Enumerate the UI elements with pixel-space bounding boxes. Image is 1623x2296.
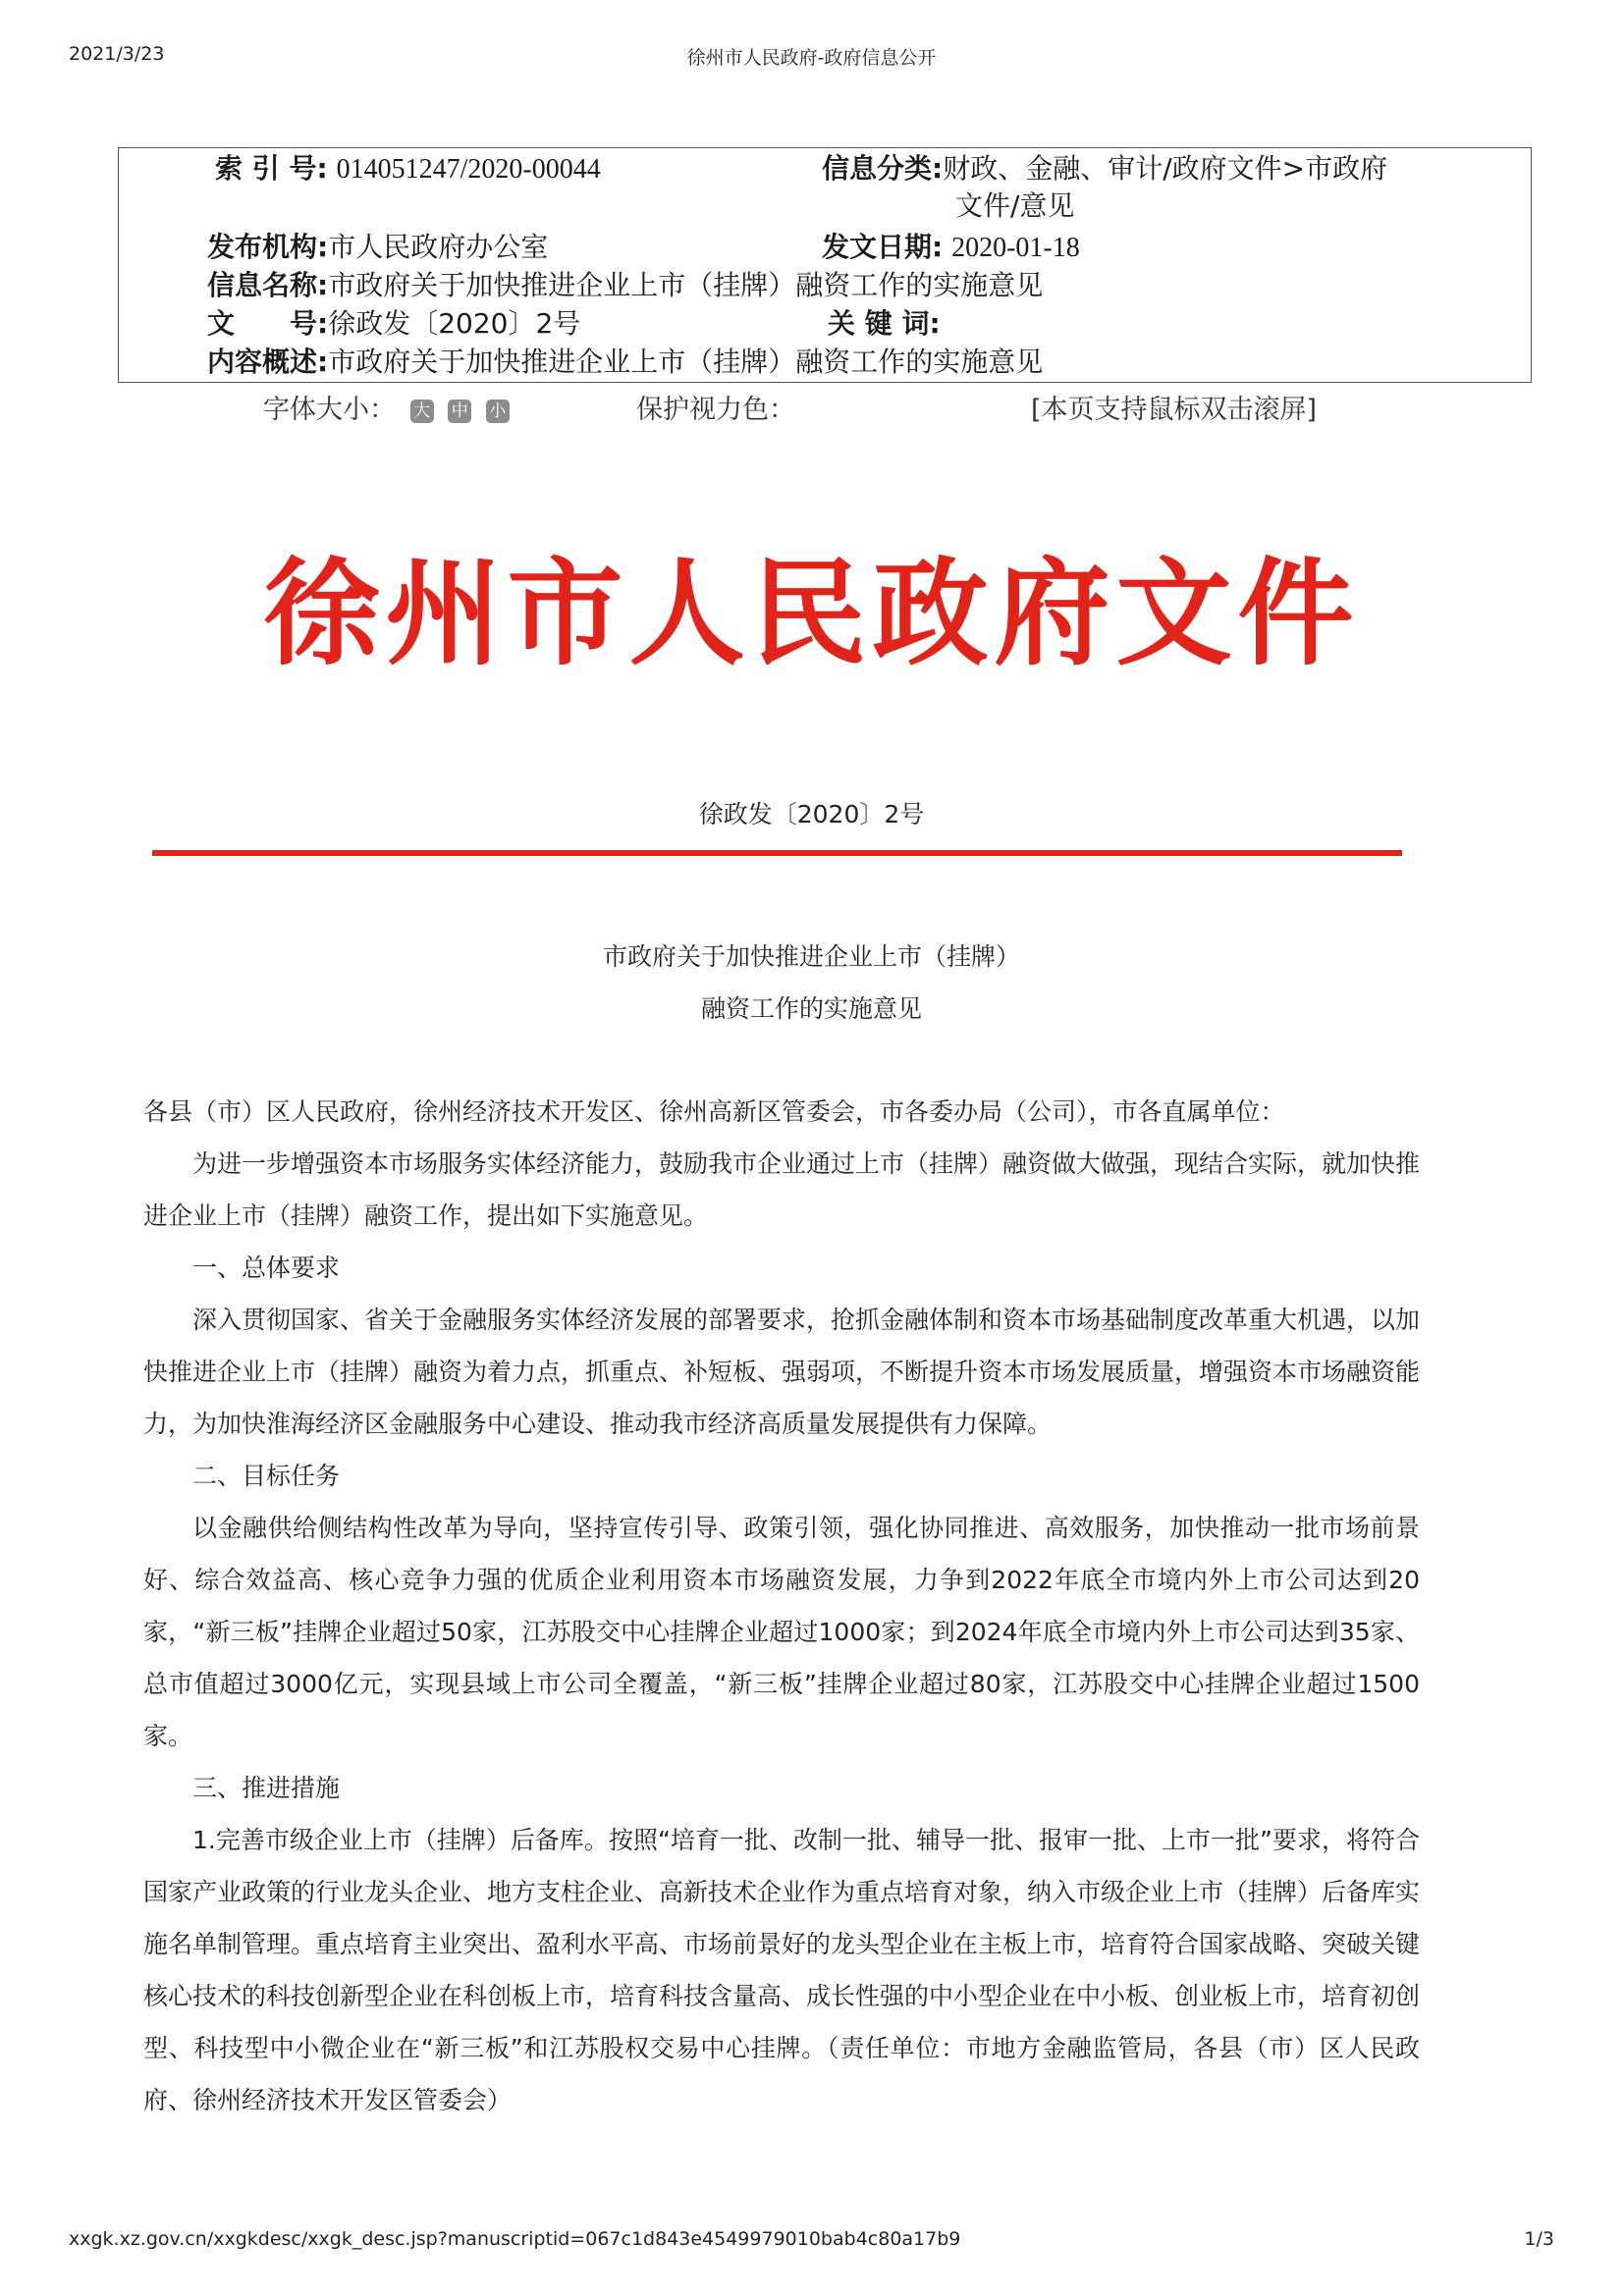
section-heading-1: 一、总体要求	[192, 1254, 341, 1282]
meta-summary-value: 市政府关于加快推进企业上市（挂牌）融资工作的实施意见	[328, 346, 1044, 378]
document-masthead: 徐州市人民政府文件	[263, 545, 1360, 681]
section-heading-3: 三、推进措施	[192, 1774, 341, 1802]
font-large-button[interactable]: 大	[410, 400, 434, 423]
print-date: 2021/3/23	[69, 43, 165, 65]
font-size-label: 字体大小：	[263, 395, 396, 425]
eye-care-label[interactable]: 保护视力色：	[636, 395, 795, 425]
meta-docno-label-b: 号:	[290, 307, 329, 340]
section-paragraph-1: 深入贯彻国家、省关于金融服务实体经济发展的部署要求，抢抓金融体制和资本市场基础制度改革重大机遇，以加快推进企业上市（挂牌）融资为着力点，抓重点、补短板、强弱项，不断提升资本市场发展质量，增强资本市场融资能力，为加快淮海经济区金融服务中心建设、推动我市经济高质量发展提供有力保障。	[143, 1306, 1421, 1438]
scroll-hint-text: [本页支持鼠标双击滚屏]	[1031, 395, 1318, 425]
meta-name-value: 市政府关于加快推进企业上市（挂牌）融资工作的实施意见	[328, 269, 1044, 301]
meta-summary-label: 内容概述:	[207, 346, 329, 378]
meta-category	[822, 150, 1387, 187]
meta-index-label: 索 引 号:	[215, 152, 328, 185]
font-small-button[interactable]: 小	[486, 400, 510, 423]
scroll-hint	[1031, 388, 1317, 427]
document-body	[143, 1086, 1420, 2126]
metadata-box	[118, 147, 1532, 383]
print-header	[69, 43, 1554, 73]
page-number: 1/3	[1524, 2228, 1554, 2250]
meta-category-cont	[955, 187, 1074, 225]
meta-keywords	[828, 305, 941, 343]
document-title-line2: 融资工作的实施意见	[700, 994, 922, 1023]
font-medium-button[interactable]: 中	[448, 400, 471, 423]
meta-publisher-label: 发布机构:	[207, 231, 329, 263]
meta-index	[215, 150, 601, 188]
section-heading-2: 二、目标任务	[192, 1462, 341, 1490]
meta-summary	[207, 344, 1043, 381]
meta-docno-value: 徐政发〔2020〕2号	[328, 307, 581, 340]
print-page-title: 徐州市人民政府-政府信息公开	[686, 47, 937, 69]
meta-publisher-value: 市人民政府办公室	[328, 231, 549, 263]
red-divider	[152, 850, 1402, 856]
meta-docno-label-a: 文	[207, 307, 236, 340]
meta-date	[822, 229, 1080, 267]
recipients-line: 各县（市）区人民政府，徐州经济技术开发区、徐州高新区管委会，市各委办局（公司），市各直属单位：	[143, 1097, 1285, 1126]
meta-name-label: 信息名称:	[207, 269, 329, 301]
meta-category-label: 信息分类:	[822, 152, 944, 185]
meta-index-value: 014051247/2020-00044	[336, 154, 601, 185]
meta-name	[207, 267, 1043, 304]
document-title-line1: 市政府关于加快推进企业上市（挂牌）	[602, 942, 1020, 971]
section-paragraph-2: 以金融供给侧结构性改革为导向，坚持宣传引导、政策引领，强化协同推进、高效服务，加快推动一批市场前景好、综合效益高、核心竞争力强的优质企业利用资本市场融资发展，力争到2022年底全市境内外上市公司达到20家，“新三板”挂牌企业超过50家，江苏股交中心挂牌企业超过1000家；到2024年底全市境内外上市公司达到35家、总市值超过3000亿元，实现县域上市公司全覆盖，“新三板”挂牌企业超过80家，江苏股交中心挂牌企业超过1500家。	[143, 1514, 1420, 1750]
section-paragraph-3: 1.完善市级企业上市（挂牌）后备库。按照“培育一批、改制一批、辅导一批、报审一批、上市一批”要求，将符合国家产业政策的行业龙头企业、地方支柱企业、高新技术企业作为重点培育对象，纳入市级企业上市（挂牌）后备库实施名单制管理。重点培育主业突出、盈利水平高、市场前景好的龙头型企业在主板上市，培育符合国家战略、突破关键核心技术的科技创新型企业在科创板上市，培育科技含量高、成长性强的中小型企业在中小板、创业板上市，培育初创型、科技型中小微企业在“新三板”和江苏股权交易中心挂牌。（责任单位：市地方金融监管局，各县（市）区人民政府、徐州经济技术开发区管委会）	[143, 1826, 1421, 2114]
font-size-control	[263, 388, 510, 427]
page-url: xxgk.xz.gov.cn/xxgkdesc/xxgk_desc.jsp?manuscriptid=067c1d843e4549979010bab4c80a17b9	[69, 2228, 961, 2250]
eye-care-control	[636, 388, 795, 427]
meta-publisher	[207, 229, 548, 266]
meta-docno	[207, 305, 580, 343]
intro-paragraph: 为进一步增强资本市场服务实体经济能力，鼓励我市企业通过上市（挂牌）融资做大做强，现结合实际，就加快推进企业上市（挂牌）融资工作，提出如下实施意见。	[143, 1149, 1421, 1230]
meta-date-value: 2020-01-18	[951, 233, 1080, 263]
meta-date-label: 发文日期:	[822, 231, 944, 263]
meta-category-value-line1: 财政、金融、审计/政府文件>市政府	[943, 152, 1388, 185]
meta-keywords-label: 关 键 词:	[828, 307, 941, 340]
meta-category-value-line2: 文件/意见	[955, 189, 1075, 222]
document-number: 徐政发〔2020〕2号	[698, 800, 925, 828]
